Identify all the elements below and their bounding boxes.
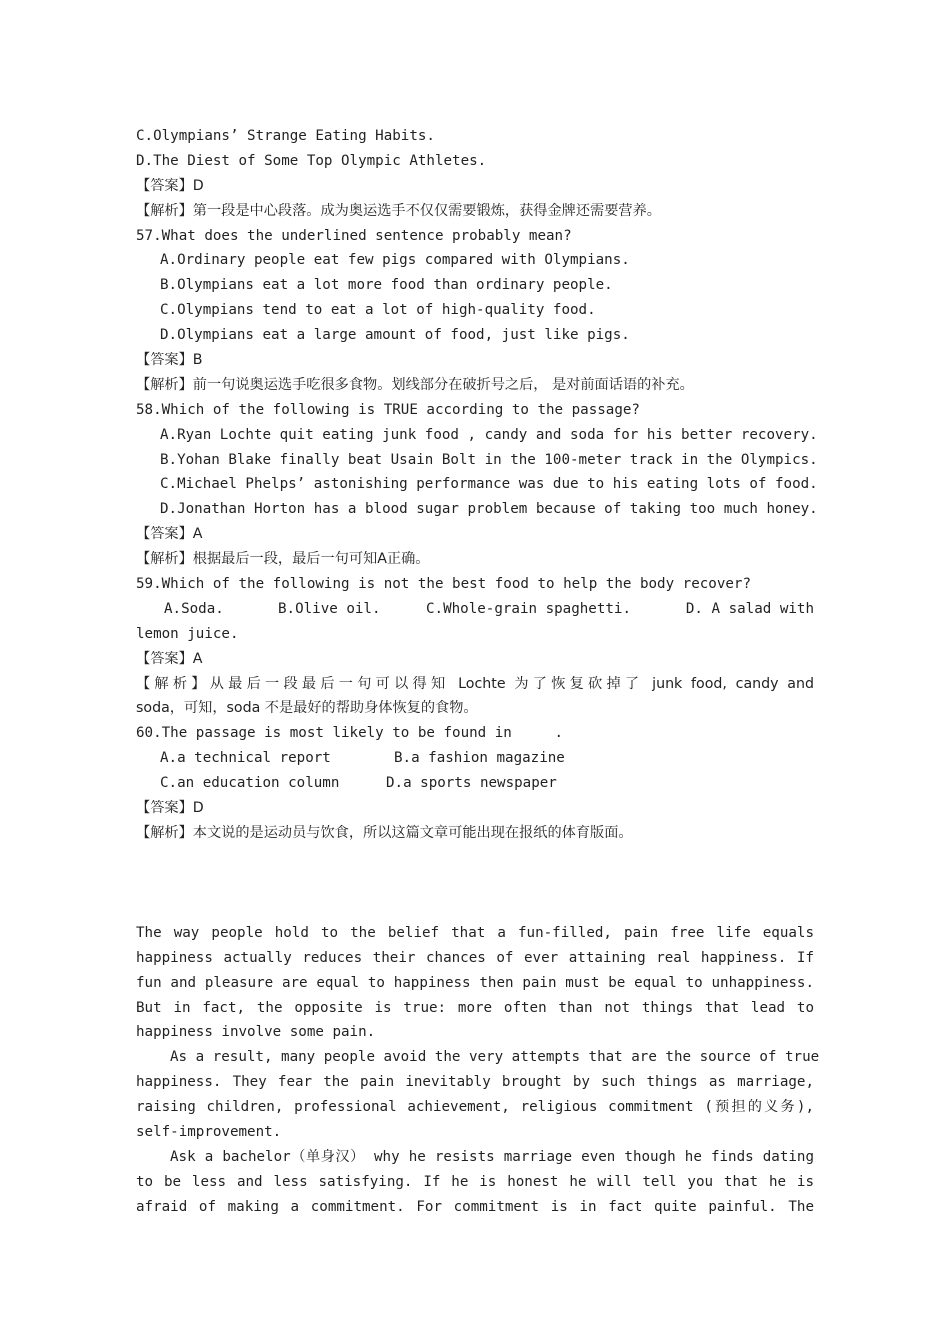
q60-option-d: D.a sports newspaper [386, 775, 557, 792]
passage-line: As a result, many people avoid the very attempts that are the source of true [170, 1049, 820, 1066]
q57-analysis: 【解析】前一句说奥运选手吃很多食物。划线部分在破折号之后， 是对前面话语的补充。 [136, 376, 694, 393]
q59-option-b: B.Olive oil. [278, 600, 381, 617]
passage-paragraph-1 [136, 921, 814, 1045]
q59-option-c: C.Whole-grain spaghetti. [426, 600, 631, 617]
q60-analysis: 【解析】本文说的是运动员与饮食，所以这篇文章可能出现在报纸的体育版面。 [136, 824, 633, 841]
q58-answer: 【答案】A [136, 526, 203, 543]
passage-line: The way people hold to the belief that a fun-filled, pain free life equals [136, 924, 814, 941]
passage-line: self-improvement. [136, 1123, 282, 1140]
q60-answer: 【答案】D [136, 800, 204, 817]
q57-option-c: C.Olympians tend to eat a lot of high-quality food. [160, 302, 596, 319]
q60-stem: 60.The passage is most likely to be found in . [136, 725, 564, 742]
passage-line: happiness involve some pain. [136, 1024, 376, 1041]
passage-line: But in fact, the opposite is true: more often than not things that lead to [136, 999, 814, 1016]
q59-stem: 59.Which of the following is not the best food to help the body recover? [136, 576, 751, 593]
passage-line: happiness actually reduces their chances of ever attaining real happiness. If [136, 949, 814, 966]
q57-option-a: A.Ordinary people eat few pigs compared with Olympians. [160, 252, 630, 269]
q58-option-c: C.Michael Phelps’ astonishing performance was due to his eating lots of food. [160, 476, 818, 493]
q58-option-d: D.Jonathan Horton has a blood sugar problem because of taking too much honey. [160, 501, 818, 518]
passage-line: Ask a bachelor（单身汉） why he resists marriage even though he finds dating [170, 1148, 814, 1165]
q58-analysis: 【解析】根据最后一段，最后一句可知A正确。 [136, 551, 430, 568]
q57-stem: 57.What does the underlined sentence probably mean? [136, 227, 572, 244]
q59-option-a: A.Soda. [164, 600, 224, 617]
q60-option-a: A.a technical report [160, 750, 331, 767]
section-gap [136, 846, 814, 921]
q60-option-c: C.an education column [160, 775, 340, 792]
document-page [136, 124, 820, 1220]
q59-option-d-cont: lemon juice. [136, 625, 239, 642]
q59-answer: 【答案】A [136, 650, 203, 667]
q60-options-row2 [136, 771, 814, 796]
passage-line: happiness. They fear the pain inevitably brought by such things as marriage, [136, 1074, 814, 1091]
q57-option-b: B.Olympians eat a lot more food than ordinary people. [160, 277, 613, 294]
q59-analysis-line1: 【解析】从最后一段最后一句可以得知 Lochte 为了恢复砍掉了 junk food, candy and [136, 675, 814, 692]
q58-stem: 58.Which of the following is TRUE according to the passage? [136, 401, 640, 418]
passage-line: fun and pleasure are equal to happiness then pain must be equal to unhappiness. [136, 974, 814, 991]
passage-line: raising children, professional achievement, religious commitment (预担的义务), [136, 1099, 814, 1116]
passage-line: afraid of making a commitment. For commitment is in fact quite painful. The [136, 1198, 814, 1215]
q59-option-d: D. A salad with [685, 600, 814, 617]
q59-analysis-line2: soda，可知，soda 不是最好的帮助身体恢复的食物。 [136, 700, 478, 717]
q60-option-b: B.a fashion magazine [394, 750, 565, 767]
q60-options-row1 [136, 746, 814, 771]
q57-option-d: D.Olympians eat a large amount of food, just like pigs. [160, 327, 630, 344]
q56-answer: 【答案】D [136, 177, 204, 194]
passage-line: to be less and less satisfying. If he is honest he will tell you that he is [136, 1173, 814, 1190]
q59-options [136, 597, 814, 622]
passage-paragraph-3 [136, 1145, 814, 1220]
q56-option-d: D.The Diest of Some Top Olympic Athletes. [136, 152, 487, 169]
q56-analysis: 【解析】第一段是中心段落。成为奥运选手不仅仅需要锻炼，获得金牌还需要营养。 [136, 202, 661, 219]
q58-option-b: B.Yohan Blake finally beat Usain Bolt in the 100-meter track in the Olympics. [160, 451, 818, 468]
q57-answer: 【答案】B [136, 352, 203, 369]
passage-paragraph-2 [136, 1045, 820, 1145]
q56-option-c: C.Olympians’ Strange Eating Habits. [136, 128, 435, 144]
q58-option-a: A.Ryan Lochte quit eating junk food , candy and soda for his better recovery. [160, 426, 818, 443]
